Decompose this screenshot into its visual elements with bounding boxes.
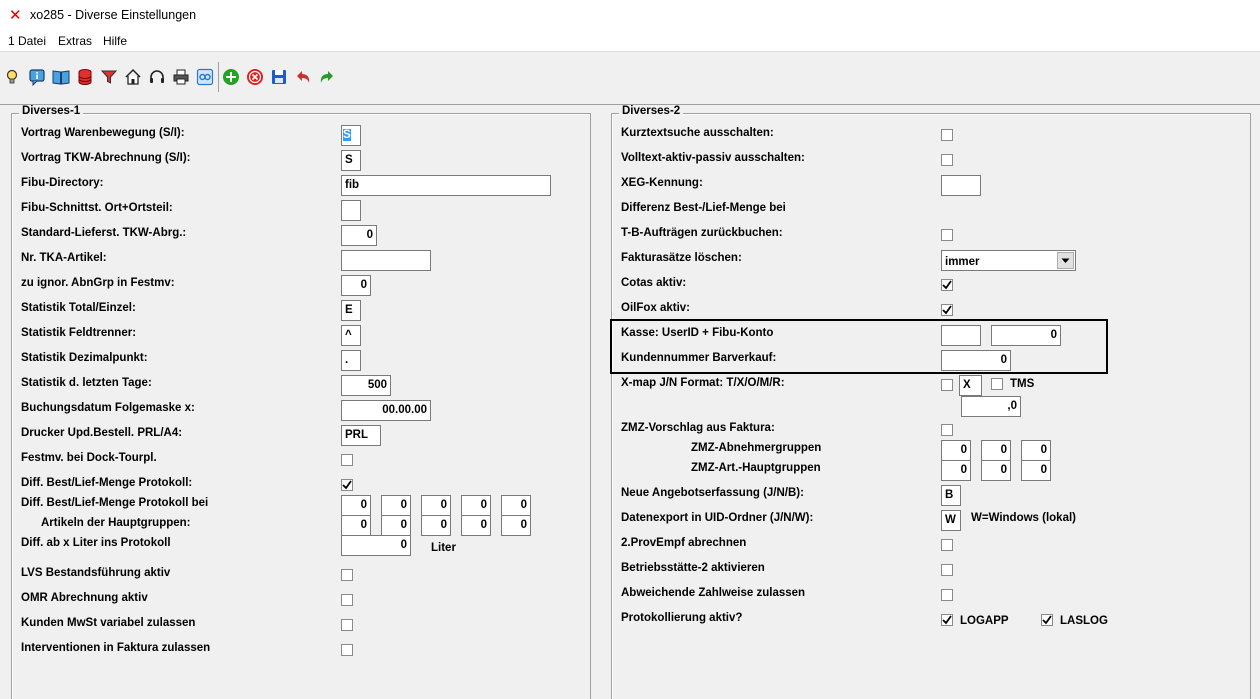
hauptgruppe-1-2[interactable]: 0 xyxy=(381,495,411,516)
zmz-vorschlag-label: ZMZ-Vorschlag aus Faktura: xyxy=(621,422,775,434)
zmz-art-label: ZMZ-Art.-Hauptgruppen xyxy=(691,462,821,474)
volltext-label: Volltext-aktiv-passiv ausschalten: xyxy=(621,152,805,164)
hauptgruppe-2-3[interactable]: 0 xyxy=(421,515,451,536)
headset-icon[interactable] xyxy=(147,67,167,87)
abweichende-checkbox[interactable] xyxy=(941,589,953,601)
menu-datei[interactable]: 1 Datei xyxy=(8,34,47,48)
kurztext-label: Kurztextsuche ausschalten: xyxy=(621,127,774,139)
zmz-abnehmer-label: ZMZ-Abnehmergruppen xyxy=(691,442,822,454)
tka-artikel-label: Nr. TKA-Artikel: xyxy=(21,252,107,264)
kasse-label: Kasse: UserID + Fibu-Konto xyxy=(621,327,774,339)
xmap-extra-field[interactable]: ,0 xyxy=(961,396,1021,417)
fibu-schnitt-label: Fibu-Schnittst. Ort+Ortsteil: xyxy=(21,202,173,214)
interventionen-checkbox[interactable] xyxy=(341,644,353,656)
group-1-title: Diverses-1 xyxy=(19,105,83,117)
redo-icon[interactable] xyxy=(317,67,337,87)
stat-tage-label: Statistik d. letzten Tage: xyxy=(21,377,152,389)
hauptgruppe-1-4[interactable]: 0 xyxy=(461,495,491,516)
zmz-art-2[interactable]: 0 xyxy=(981,460,1011,481)
vortrag-wb-field[interactable] xyxy=(341,125,361,146)
xmap-label: X-map J/N Format: T/X/O/M/R: xyxy=(621,377,785,389)
hauptgruppe-2-1[interactable]: 0 xyxy=(341,515,371,536)
tms-label: TMS xyxy=(1010,378,1035,390)
fibu-dir-label: Fibu-Directory: xyxy=(21,177,104,189)
zmz-vorschlag-checkbox[interactable] xyxy=(941,424,953,436)
fakturasaetze-select[interactable] xyxy=(941,250,1076,271)
tb-auftraegen-label: T-B-Aufträgen zurückbuchen: xyxy=(621,227,783,239)
lvs-label: LVS Bestandsführung aktiv xyxy=(21,567,171,579)
zmz-abnehmer-2[interactable]: 0 xyxy=(981,440,1011,461)
omr-label: OMR Abrechnung aktiv xyxy=(21,592,148,604)
stat-feld-label: Statistik Feldtrenner: xyxy=(21,327,137,339)
buchungsdatum-field[interactable]: 00.00.00 xyxy=(341,400,431,421)
zmz-abnehmer-3[interactable]: 0 xyxy=(1021,440,1051,461)
neue-angebot-label: Neue Angebotserfassung (J/N/B): xyxy=(621,487,804,499)
vortrag-tkw-label: Vortrag TKW-Abrechnung (S/I): xyxy=(21,152,191,164)
betriebsstaette-checkbox[interactable] xyxy=(941,564,953,576)
stat-total-label: Statistik Total/Einzel: xyxy=(21,302,136,314)
logapp-label: LOGAPP xyxy=(960,615,1009,627)
zmz-art-3[interactable]: 0 xyxy=(1021,460,1051,481)
zu-ignor-field[interactable]: 0 xyxy=(341,275,371,296)
window-title: xo285 - Diverse Einstellungen xyxy=(30,8,197,22)
info-icon[interactable] xyxy=(27,67,47,87)
laslog-checkbox[interactable] xyxy=(1041,614,1053,626)
hauptgruppe-1-1[interactable]: 0 xyxy=(341,495,371,516)
toolbar-separator xyxy=(218,62,219,92)
oilfox-checkbox[interactable] xyxy=(941,304,953,316)
diff-ab-x-field[interactable]: 0 xyxy=(341,535,411,556)
link-icon[interactable] xyxy=(195,67,215,87)
diff-protokoll-label: Diff. Best/Lief-Menge Protokoll: xyxy=(21,477,193,489)
diff-protokoll-checkbox[interactable] xyxy=(341,479,353,491)
kundennummer-field[interactable]: 0 xyxy=(941,350,1011,371)
festmv-label: Festmv. bei Dock-Tourpl. xyxy=(21,452,157,464)
datenexport-field[interactable]: W xyxy=(941,510,961,531)
kunden-mwst-label: Kunden MwSt variabel zulassen xyxy=(21,617,196,629)
liter-unit-label: Liter xyxy=(431,542,456,554)
drucker-label: Drucker Upd.Bestell. PRL/A4: xyxy=(21,427,183,439)
hauptgruppe-2-4[interactable]: 0 xyxy=(461,515,491,536)
std-lieferst-field[interactable]: 0 xyxy=(341,225,377,246)
cotas-checkbox[interactable] xyxy=(941,279,953,291)
vortrag-tkw-field[interactable]: S xyxy=(341,150,361,171)
hauptgruppe-2-5[interactable]: 0 xyxy=(501,515,531,536)
datenexport-hint: W=Windows (lokal) xyxy=(971,512,1076,524)
tka-artikel-field[interactable] xyxy=(341,250,431,271)
stat-total-field[interactable]: E xyxy=(341,300,361,321)
kunden-mwst-checkbox[interactable] xyxy=(341,619,353,631)
drucker-field[interactable]: PRL xyxy=(341,425,381,446)
xmap-checkbox[interactable] xyxy=(941,379,953,391)
tb-auftraegen-checkbox[interactable] xyxy=(941,229,953,241)
diff-protokoll-bei-label2: Artikeln der Hauptgruppen: xyxy=(41,517,191,529)
hauptgruppe-1-5[interactable]: 0 xyxy=(501,495,531,516)
fibu-dir-field[interactable]: fib xyxy=(341,175,551,196)
menu-hilfe[interactable]: Hilfe xyxy=(103,34,128,48)
stat-feld-field[interactable]: ^ xyxy=(341,325,361,346)
neue-angebot-field[interactable]: B xyxy=(941,485,961,506)
database-icon[interactable] xyxy=(75,67,95,87)
festmv-checkbox[interactable] xyxy=(341,454,353,466)
volltext-checkbox[interactable] xyxy=(941,154,953,166)
omr-checkbox[interactable] xyxy=(341,594,353,606)
delete-icon[interactable] xyxy=(245,67,265,87)
kurztext-checkbox[interactable] xyxy=(941,129,953,141)
stat-dez-label: Statistik Dezimalpunkt: xyxy=(21,352,148,364)
abweichende-label: Abweichende Zahlweise zulassen xyxy=(621,587,806,599)
tms-checkbox[interactable] xyxy=(991,378,1003,390)
datenexport-label: Datenexport in UID-Ordner (J/N/W): xyxy=(621,512,814,524)
save-icon[interactable] xyxy=(269,67,289,87)
vortrag-wb-value: S xyxy=(343,129,351,141)
protokollierung-label: Protokollierung aktiv? xyxy=(621,612,743,624)
zu-ignor-label: zu ignor. AbnGrp in Festmv: xyxy=(21,277,175,289)
cotas-label: Cotas aktiv: xyxy=(621,277,687,289)
group-2-title: Diverses-2 xyxy=(619,105,683,117)
undo-icon[interactable] xyxy=(293,67,313,87)
home-icon[interactable] xyxy=(123,67,143,87)
xmap-format-field[interactable]: X xyxy=(959,375,982,396)
app-logo-icon: ✕ xyxy=(9,6,22,24)
buchungsdatum-label: Buchungsdatum Folgemaske x: xyxy=(21,402,195,414)
differenz-label: Differenz Best-/Lief-Menge bei xyxy=(621,202,786,214)
zmz-art-1[interactable]: 0 xyxy=(941,460,971,481)
chevron-down-icon[interactable] xyxy=(1057,252,1074,269)
logapp-checkbox[interactable] xyxy=(941,614,953,626)
stat-dez-field[interactable]: . xyxy=(341,350,361,371)
fibu-schnitt-field[interactable] xyxy=(341,200,361,221)
xeg-label: XEG-Kennung: xyxy=(621,177,703,189)
diff-ab-x-label: Diff. ab x Liter ins Protokoll xyxy=(21,537,171,549)
lightbulb-icon[interactable] xyxy=(2,67,22,87)
fakturasaetze-label: Fakturasätze löschen: xyxy=(621,252,742,264)
vortrag-wb-label: Vortrag Warenbewegung (S/I): xyxy=(21,127,185,139)
provempf-label: 2.ProvEmpf abrechnen xyxy=(621,537,747,549)
menu-extras[interactable]: Extras xyxy=(58,34,93,48)
lvs-checkbox[interactable] xyxy=(341,569,353,581)
add-icon[interactable] xyxy=(221,67,241,87)
hauptgruppe-2-2[interactable]: 0 xyxy=(381,515,411,536)
filter-icon[interactable] xyxy=(99,67,119,87)
kasse-userid-field[interactable] xyxy=(941,325,981,346)
oilfox-label: OilFox aktiv: xyxy=(621,302,691,314)
fakturasaetze-value: immer xyxy=(945,256,980,268)
book-icon[interactable] xyxy=(51,67,71,87)
diff-protokoll-bei-label: Diff. Best/Lief-Menge Protokoll bei xyxy=(21,497,209,509)
kundennummer-label: Kundennummer Barverkauf: xyxy=(621,352,777,364)
kasse-konto-field[interactable]: 0 xyxy=(991,325,1061,346)
stat-tage-field[interactable]: 500 xyxy=(341,375,391,396)
interventionen-label: Interventionen in Faktura zulassen xyxy=(21,642,211,654)
std-lieferst-label: Standard-Lieferst. TKW-Abrg.: xyxy=(21,227,187,239)
print-icon[interactable] xyxy=(171,67,191,87)
laslog-label: LASLOG xyxy=(1060,615,1108,627)
hauptgruppe-1-3[interactable]: 0 xyxy=(421,495,451,516)
betriebsstaette-label: Betriebsstätte-2 aktivieren xyxy=(621,562,765,574)
zmz-abnehmer-1[interactable]: 0 xyxy=(941,440,971,461)
provempf-checkbox[interactable] xyxy=(941,539,953,551)
menu-bar xyxy=(0,31,1260,51)
xeg-field[interactable] xyxy=(941,175,981,196)
